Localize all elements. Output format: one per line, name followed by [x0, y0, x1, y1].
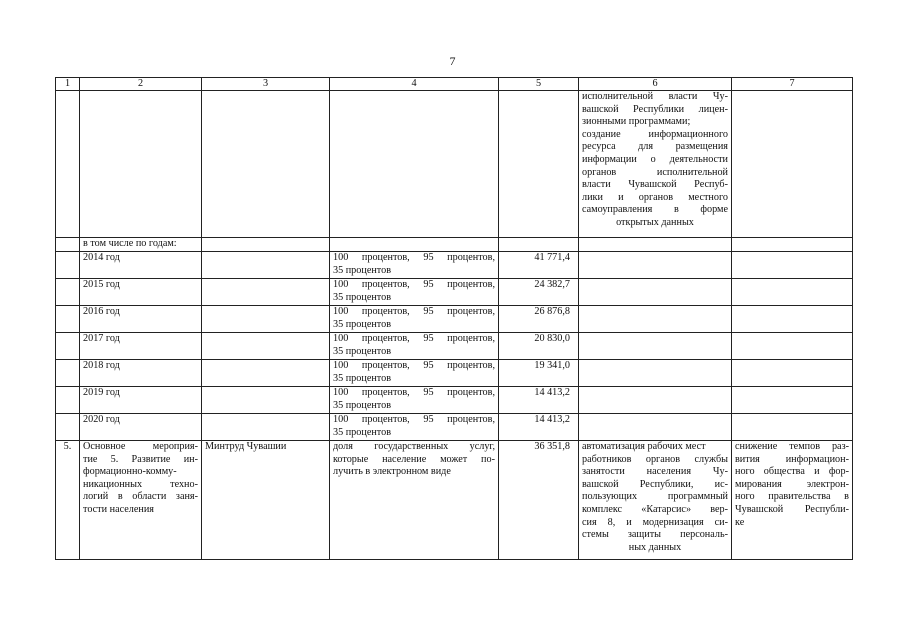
- year-row: [56, 279, 853, 306]
- continuation-row: [56, 91, 853, 238]
- by-years-row: [56, 238, 853, 252]
- text-line: 100 процентов, 95 процентов,: [333, 279, 495, 290]
- text-line: самоуправления в форме: [582, 204, 728, 216]
- text-line: доля государственных услуг,: [333, 441, 495, 452]
- year-label: 2020 год: [80, 414, 202, 441]
- column-numbers-row: [56, 78, 853, 91]
- text-line: никационных техно-: [83, 478, 198, 490]
- text-line: 35 процентов: [333, 372, 392, 384]
- text-line: пользующих программный: [582, 491, 728, 503]
- text-line: комплекс «Катарсис» вер-: [582, 503, 728, 515]
- column-number: 4: [330, 78, 499, 91]
- text-line: работников органов службы: [582, 453, 728, 465]
- text-line: 35 процентов: [333, 264, 392, 276]
- event-executor: Минтруд Чувашии: [202, 441, 330, 560]
- column-number: 5: [499, 78, 579, 91]
- event-amount: 36 351,8: [499, 441, 579, 560]
- event-number: 5.: [56, 441, 80, 560]
- text-line: автоматизация рабочих мест: [582, 441, 706, 452]
- text-line: ных данных: [628, 541, 682, 553]
- event-result: [579, 441, 732, 560]
- text-line: открытых данных: [616, 216, 694, 228]
- text-line: 100 процентов, 95 процентов,: [333, 414, 495, 425]
- year-indicator: [330, 306, 499, 333]
- column-number: 3: [202, 78, 330, 91]
- year-row: [56, 414, 853, 441]
- column-number: 1: [56, 78, 80, 91]
- text-line: информации о деятельности: [582, 153, 728, 165]
- column-number: 6: [579, 78, 732, 91]
- year-indicator: [330, 333, 499, 360]
- column-number: 2: [80, 78, 202, 91]
- text-line: 35 процентов: [333, 318, 392, 330]
- column-number: 7: [732, 78, 853, 91]
- year-indicator: [330, 360, 499, 387]
- text-line: занятости населения Чу-: [582, 466, 728, 478]
- year-row: [56, 360, 853, 387]
- text-line: 35 процентов: [333, 426, 392, 438]
- text-line: Чувашской Республи-: [735, 503, 849, 515]
- text-line: 100 процентов, 95 процентов,: [333, 387, 495, 398]
- text-line: 35 процентов: [333, 399, 392, 411]
- year-amount: 14 413,2: [499, 414, 579, 441]
- text-line: создание информационного: [582, 128, 728, 140]
- text-line: ного общества и фор-: [735, 466, 849, 478]
- text-line: тости населения: [83, 503, 154, 515]
- text-line: мирования электрон-: [735, 478, 849, 490]
- text-line: тие 5. Развитие ин-: [83, 453, 198, 465]
- text-line: 35 процентов: [333, 345, 392, 357]
- year-amount: 41 771,4: [499, 252, 579, 279]
- event-indicator: [330, 441, 499, 560]
- text-line: 100 процентов, 95 процентов,: [333, 360, 495, 371]
- year-label: 2019 год: [80, 387, 202, 414]
- text-line: лики и органов местного: [582, 191, 728, 203]
- year-label: 2016 год: [80, 306, 202, 333]
- text-line: 100 процентов, 95 процентов,: [333, 333, 495, 344]
- text-line: исполнительной власти Чу-: [582, 91, 728, 102]
- year-amount: 14 413,2: [499, 387, 579, 414]
- year-label: 2017 год: [80, 333, 202, 360]
- text-line: власти Чувашской Респуб-: [582, 179, 728, 191]
- text-line: сия 8, и модернизация си-: [582, 516, 728, 528]
- year-label: 2015 год: [80, 279, 202, 306]
- year-amount: 19 341,0: [499, 360, 579, 387]
- year-indicator: [330, 279, 499, 306]
- text-line: ке: [735, 516, 745, 528]
- event-name: [80, 441, 202, 560]
- text-line: органов исполнительной: [582, 166, 728, 178]
- text-line: лучить в электронном виде: [333, 466, 451, 478]
- text-line: формационно-комму-: [83, 466, 177, 478]
- text-line: вития информацион-: [735, 453, 849, 465]
- text-line: ресурса для размещения: [582, 141, 728, 153]
- year-row: [56, 387, 853, 414]
- year-label: 2018 год: [80, 360, 202, 387]
- text-line: зионными программами;: [582, 116, 691, 128]
- text-line: 100 процентов, 95 процентов,: [333, 306, 495, 317]
- year-indicator: [330, 252, 499, 279]
- page-number: 7: [449, 54, 456, 68]
- year-label: 2014 год: [80, 252, 202, 279]
- text-line: 100 процентов, 95 процентов,: [333, 252, 495, 263]
- text-line: вашской Республики лицен-: [582, 103, 728, 115]
- year-indicator: [330, 387, 499, 414]
- year-row: [56, 333, 853, 360]
- text-line: Основное мероприя-: [83, 441, 198, 452]
- year-amount: 20 830,0: [499, 333, 579, 360]
- year-row: [56, 306, 853, 333]
- text-line: снижение темпов раз-: [735, 441, 849, 452]
- year-amount: 26 876,8: [499, 306, 579, 333]
- expected-result-continued: [579, 91, 732, 238]
- year-amount: 24 382,7: [499, 279, 579, 306]
- year-indicator: [330, 414, 499, 441]
- year-row: [56, 252, 853, 279]
- text-line: которые население может по-: [333, 453, 495, 465]
- program-table: [55, 77, 853, 560]
- text-line: стемы защиты персональ-: [582, 529, 728, 541]
- text-line: логий в области заня-: [83, 491, 198, 503]
- by-years-label: [80, 238, 202, 252]
- event-risk: [732, 441, 853, 560]
- text-line: 35 процентов: [333, 291, 392, 303]
- text-line: в том числе по годам:: [83, 238, 177, 249]
- text-line: вашской Республики, ис-: [582, 478, 728, 490]
- text-line: ного правительства в: [735, 491, 849, 503]
- event-5-row: [56, 441, 853, 560]
